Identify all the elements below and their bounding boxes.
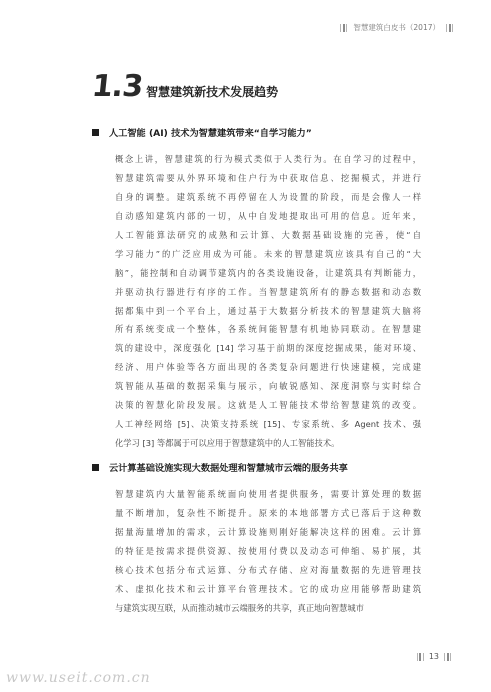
divider-bars-icon — [417, 653, 424, 661]
page-number: 13 — [428, 652, 439, 661]
text-line: 与建筑实现互联，从而推动城市云端服务的共享，真正地向智慧城市 — [115, 602, 364, 613]
text-line: 自动感知建筑内部的一切，从中自发地提取出可用的信息。近年来， — [115, 210, 421, 221]
text-line: 化学习 [3] 等都属于可以应用于智慧建筑中的人工智能技术。 — [115, 438, 340, 449]
subsection-title: 人工智能 (AI) 技术为智慧建筑带来“自学习能力” — [109, 128, 312, 139]
text-line: 筑智能从基础的数据采集与展示，向敏锐感知、深度洞察与实时综合 — [115, 381, 421, 392]
text-line: 据都集中到一个平台上，通过基于大数据分析技术的智慧建筑大脑将 — [115, 305, 421, 316]
text-line: 智慧建筑内大量智能系统面向使用者提供服务，需要计算处理的数据 — [115, 489, 421, 499]
paragraph-cloud — [115, 485, 421, 618]
text-line: 概念上讲，智慧建筑的行为模式类似于人类行为。在自学习的过程中， — [115, 154, 421, 164]
section-title: 智慧建筑新技术发展趋势 — [146, 85, 279, 99]
text-line: 核心技术包括分布式运算、分布式存储、应对海量数据的先进管理技 — [115, 564, 421, 575]
running-header — [340, 22, 453, 33]
watermark: www.useit.com.cn — [6, 670, 151, 686]
subsection-title: 云计算基础设施实现大数据处理和智慧城市云端的服务共享 — [109, 463, 348, 474]
text-line: 智慧建筑需要从外界环境和住户行为中获取信息、挖掘模式，并进行 — [115, 172, 421, 183]
divider-bars-icon — [340, 24, 347, 32]
divider-bars-icon — [444, 653, 451, 661]
page-footer — [417, 652, 451, 661]
text-line: 脑”，能控制和自动调节建筑内的各类设施设备，让建筑具有判断能力， — [115, 267, 421, 278]
text-line: 的特征是按需求提供资源、按使用付费以及动态可伸缩、易扩展，其 — [115, 545, 421, 556]
text-line: 所有系统变成一个整体，各系统间能智慧有机地协同联动。在智慧建 — [115, 324, 421, 335]
header-title: 智慧建筑白皮书（2017） — [353, 23, 440, 32]
text-line: 术、虚拟化技术和云计算平台管理技术。它的成功应用能够帮助建筑 — [115, 583, 421, 594]
text-line: 人工神经网络 [5]、决策支持系统 [15]、专家系统、多 Agent 技术、强 — [115, 419, 421, 430]
text-line: 量不断增加，复杂性不断提升。原来的本地部署方式已落后于这种数 — [115, 507, 421, 518]
section-heading — [90, 69, 279, 104]
text-line: 据量海量增加的需求，云计算设施则刚好能解决这样的困难。云计算 — [115, 526, 421, 537]
square-bullet-icon — [92, 464, 99, 471]
text-line: 筑的建设中，深度强化 [14] 学习基于前期的深度挖掘成果，能对环境、 — [115, 343, 421, 354]
text-line: 决策的智慧化阶段发展。这就是人工智能技术带给智慧建筑的改变。 — [115, 400, 421, 411]
text-line: 经济、用户体验等各方面出现的各类复杂问题进行快速建模，完成建 — [115, 362, 421, 373]
text-line: 并驱动执行器进行有序的工作。当智慧建筑所有的静态数据和动态数 — [115, 286, 421, 297]
square-bullet-icon — [92, 129, 99, 136]
paragraph-ai — [115, 150, 421, 453]
section-number: 1.3 — [90, 69, 145, 104]
text-line: 学习能力”的广泛应用成为可能。未来的智慧建筑应该具有自己的“大 — [115, 248, 421, 259]
text-line: 人工智能算法研究的成熟和云计算、大数据基础设施的完善，使“自 — [115, 229, 421, 240]
text-line: 自身的调整。建筑系统不再停留在人为设置的阶段，而是会像人一样 — [115, 191, 421, 202]
subsection-heading-ai — [92, 125, 312, 139]
subsection-heading-cloud — [92, 460, 348, 474]
divider-bars-icon — [446, 24, 453, 32]
